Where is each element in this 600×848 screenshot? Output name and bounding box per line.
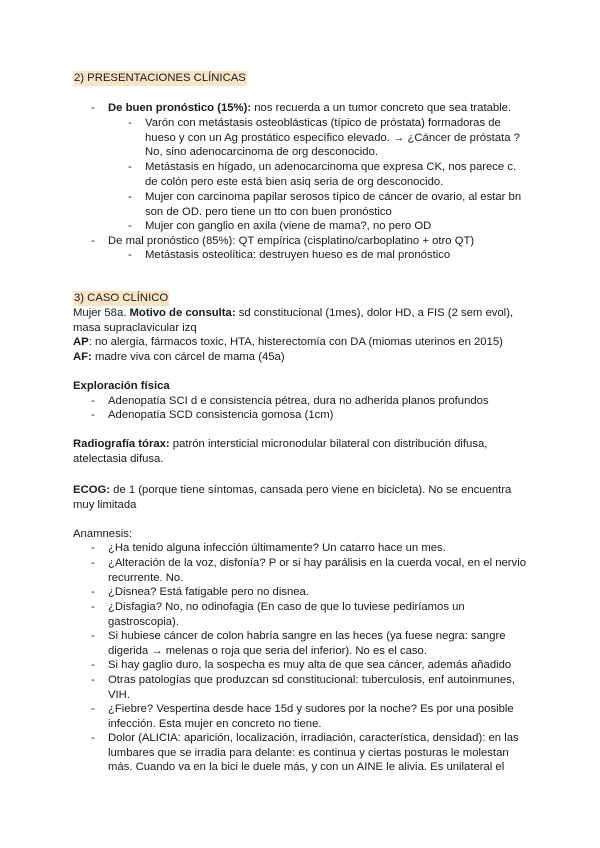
anamnesis-title: Anamnesis: bbox=[73, 528, 133, 540]
bullet-dash: - bbox=[91, 409, 95, 421]
anamnesis-item-5: Si hubiese cáncer de colon habría sangre en las heces (ya fuese negra: sangre digerida → melenas o roja que seria del inferior). No es el caso. bbox=[108, 630, 506, 657]
bullet-dash: - bbox=[128, 161, 132, 173]
anamnesis-item-7: Otras patologías que produzcan sd constitucional: tuberculosis, enf autoinmunes, VIH. bbox=[108, 674, 515, 701]
bullet-dash: - bbox=[128, 249, 132, 261]
good-prognosis-label: De buen pronóstico (15%): bbox=[108, 102, 252, 114]
bullet-dash: - bbox=[91, 235, 95, 247]
rx-paragraph bbox=[73, 437, 533, 466]
bad-item-1: Metástasis osteolítica: destruyen hueso es de mal pronóstico bbox=[145, 249, 451, 261]
good-item-4: Mujer con ganglio en axila (viene de mama?, no pero OD bbox=[145, 220, 432, 232]
bullet-dash: - bbox=[91, 542, 95, 554]
rx-label: Radiografía tórax: bbox=[73, 438, 170, 450]
rx-text: patrón intersticial micronodular bilateral con distribución difusa, atelectasia difusa. bbox=[73, 438, 488, 465]
good-item-1: Varón con metástasis osteoblásticas (típico de próstata) formadoras de hueso y con un Ag prostático específico elevado. → ¿Cáncer de próstata ? No, sino adenocarcinoma de org desconocido. bbox=[145, 117, 520, 159]
ap-text: : no alergia, fármacos toxic, HTA, histerectomía con DA (miomas uterinos en 2015) bbox=[88, 336, 503, 348]
bullet-dash: - bbox=[91, 601, 95, 613]
section2-title: 2) PRESENTACIONES CLÍNICAS bbox=[74, 72, 246, 84]
af-label: AF: bbox=[73, 351, 92, 363]
anamnesis-item-3: ¿Disnea? Está fatigable pero no disnea. bbox=[108, 586, 309, 598]
bullet-dash: - bbox=[91, 674, 95, 686]
bad-prognosis-item: De mal pronóstico (85%): QT empírica (cisplatino/carboplatino + otro QT) bbox=[108, 235, 475, 247]
bullet-dash: - bbox=[91, 557, 95, 569]
af-line bbox=[73, 350, 533, 365]
anamnesis-item-1: ¿Ha tenido alguna infección últimamente? Un catarro hace un mes. bbox=[108, 542, 446, 554]
bullet-dash: - bbox=[91, 102, 95, 114]
anamnesis-item-6: Si hay gaglio duro, la sospecha es muy alta de que sea cáncer, además añadido bbox=[108, 659, 512, 671]
bullet-dash: - bbox=[128, 117, 132, 129]
bullet-dash: - bbox=[128, 191, 132, 203]
bullet-dash: - bbox=[91, 395, 95, 407]
exploracion-title: Exploración física bbox=[73, 380, 170, 392]
exploracion-item-2: Adenopatía SCD consistencia gomosa (1cm) bbox=[108, 409, 334, 421]
bullet-dash: - bbox=[128, 220, 132, 232]
anamnesis-item-9: Dolor (ALICIA: aparición, localización, irradiación, característica, densidad): en las lumbares que se irradia para delante: es continua y ciertas posturas le molestan más. Cuando va en la bici le duele más, y con un AINE le alivia. Es unilateral el bbox=[108, 732, 519, 774]
bullet-dash: - bbox=[91, 630, 95, 642]
bullet-dash: - bbox=[91, 703, 95, 715]
section3-heading bbox=[73, 291, 169, 306]
bullet-dash: - bbox=[91, 659, 95, 671]
motivo-label: Motivo de consulta: bbox=[129, 307, 236, 319]
section2-heading bbox=[73, 71, 247, 86]
good-prognosis-item bbox=[108, 101, 528, 116]
good-prognosis-text: nos recuerda a un tumor concreto que sea tratable. bbox=[251, 102, 512, 114]
section3-title: 3) CASO CLÍNICO bbox=[74, 292, 169, 304]
ecog-paragraph bbox=[73, 483, 533, 512]
good-item-2: Metástasis en hígado, un adenocarcinoma que expresa CK, nos parece c. de colón pero este está bien asiq seria de org desconocido. bbox=[145, 161, 517, 188]
intro-prefix: Mujer 58a. bbox=[73, 307, 130, 319]
bullet-dash: - bbox=[91, 586, 95, 598]
intro-paragraph bbox=[73, 306, 533, 335]
anamnesis-item-2: ¿Alteración de la voz, disfonía? P or si hay parálisis en la cuerda vocal, en el nervio recurrente. No. bbox=[108, 557, 527, 584]
exploracion-item-1: Adenopatía SCI d e consistencia pétrea, dura no adherida planos profundos bbox=[108, 395, 489, 407]
ecog-label: ECOG: bbox=[73, 484, 111, 496]
motivo-text: sd constitucional (1mes), dolor HD, a FIS (2 sem evol), masa supraclavicular izq bbox=[73, 307, 514, 334]
bullet-dash: - bbox=[91, 732, 95, 744]
anamnesis-item-4: ¿Disfagia? No, no odinofagia (En caso de que lo tuviese pediríamos un gastroscopia). bbox=[108, 601, 465, 628]
ecog-text: de 1 (porque tiene síntomas, cansada pero viene en bicicleta). No se encuentra muy limitada bbox=[73, 484, 512, 511]
good-item-3: Mujer con carcinoma papilar serosos típico de cáncer de ovario, al estar bn son de OD. pero tiene un tto con buen pronóstico bbox=[145, 191, 522, 218]
ap-line bbox=[73, 335, 533, 350]
ap-label: AP bbox=[73, 336, 89, 348]
af-text: madre viva con cárcel de mama (45a) bbox=[91, 351, 285, 363]
anamnesis-item-8: ¿Fiebre? Vespertina desde hace 15d y sudores por la noche? Es por una posible infección. Esta mujer en concreto no tiene. bbox=[108, 703, 514, 730]
